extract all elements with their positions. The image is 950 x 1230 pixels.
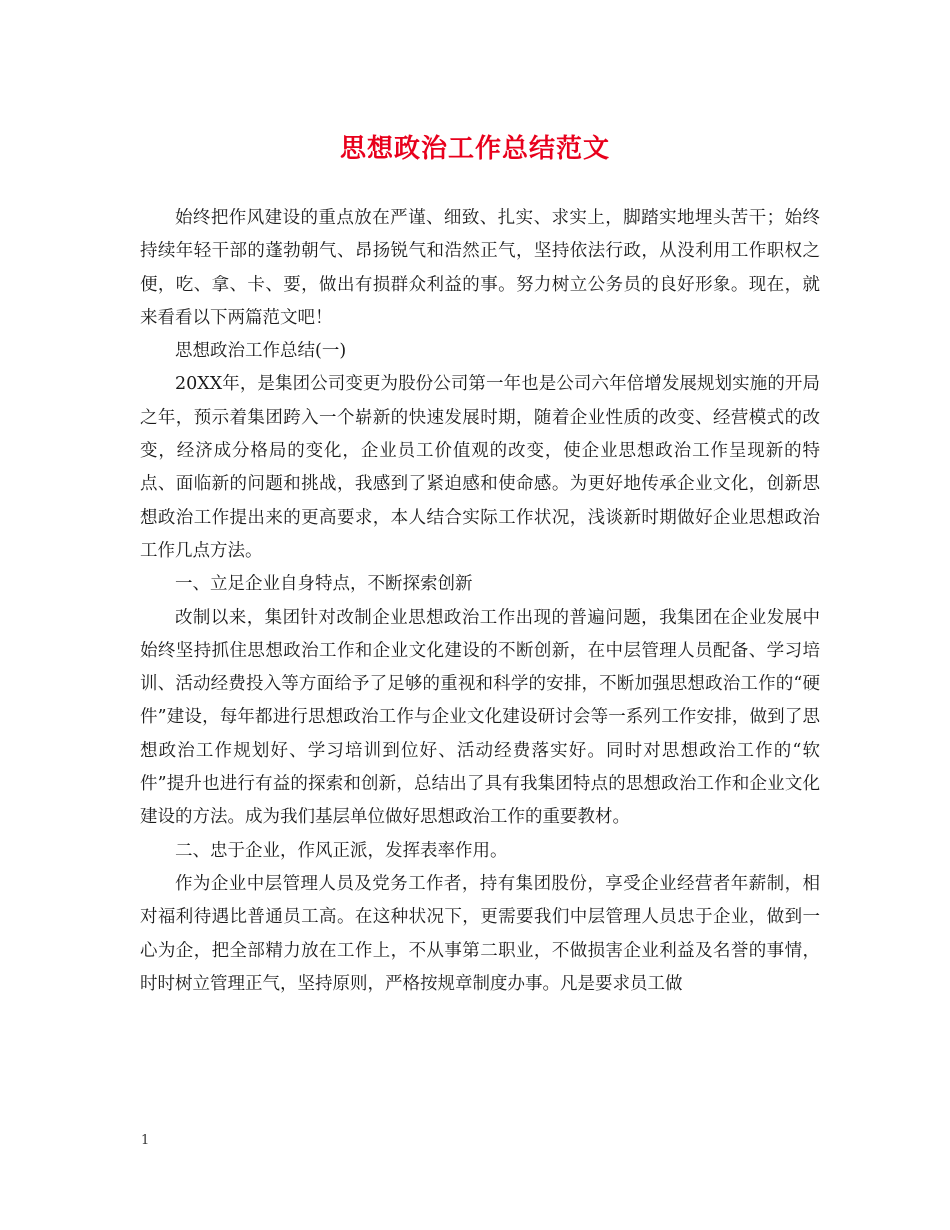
document-body	[140, 202, 820, 1001]
page-number: 1	[141, 1133, 150, 1148]
intro-paragraph: 始终把作风建设的重点放在严谨、细致、扎实、求实上，脚踏实地埋头苦干；始终持续年轻干部的蓬勃朝气、昂扬锐气和浩然正气，坚持依法行政，从没利用工作职权之便，吃、拿、卡、要，做出有损群众利益的事。努力树立公务员的良好形象。现在，就来看看以下两篇范文吧！	[140, 208, 820, 328]
section-heading-summary-one: 思想政治工作总结(一)	[175, 341, 347, 362]
body-paragraph-innovation: 改制以来，集团针对改制企业思想政治工作出现的普遍问题，我集团在企业发展中始终坚持抓住思想政治工作和企业文化建设的不断创新，在中层管理人员配备、学习培训、活动经费投入等方面给予了足够的重视和科学的安排，不断加强思想政治工作的“硬件”建设，每年都进行思想政治工作与企业文化建设研讨会等一系列工作安排，做到了思想政治工作规划好、学习培训到位好、活动经费落实好。同时对思想政治工作的“软件”提升也进行有益的探索和创新，总结出了具有我集团特点的思想政治工作和企业文化建设的方法。成为我们基层单位做好思想政治工作的重要教材。	[140, 607, 820, 828]
section-heading-one: 一、立足企业自身特点，不断探索创新	[175, 574, 473, 595]
document-title: 思想政治工作总结范文	[339, 134, 610, 164]
body-paragraph-overview: 20XX年，是集团公司变更为股份公司第一年也是公司六年倍增发展规划实施的开局之年，预示着集团跨入一个崭新的快速发展时期，随着企业性质的改变、经营模式的改变，经济成分格局的变化，企业员工价值观的改变，使企业思想政治工作呈现新的特点、面临新的问题和挑战，我感到了紧迫感和使命感。为更好地传承企业文化，创新思想政治工作提出来的更高要求，本人结合实际工作状况，浅谈新时期做好企业思想政治工作几点方法。	[140, 374, 820, 561]
body-paragraph-loyalty: 作为企业中层管理人员及党务工作者，持有集团股份，享受企业经营者年薪制，相对福利待遇比普通员工高。在这种状况下，更需要我们中层管理人员忠于企业，做到一心为企，把全部精力放在工作上，不从事第二职业，不做损害企业利益及名誉的事情，时时树立管理正气，坚持原则，严格按规章制度办事。凡是要求员工做	[140, 873, 820, 994]
section-heading-two: 二、忠于企业，作风正派，发挥表率作用。	[175, 840, 508, 861]
